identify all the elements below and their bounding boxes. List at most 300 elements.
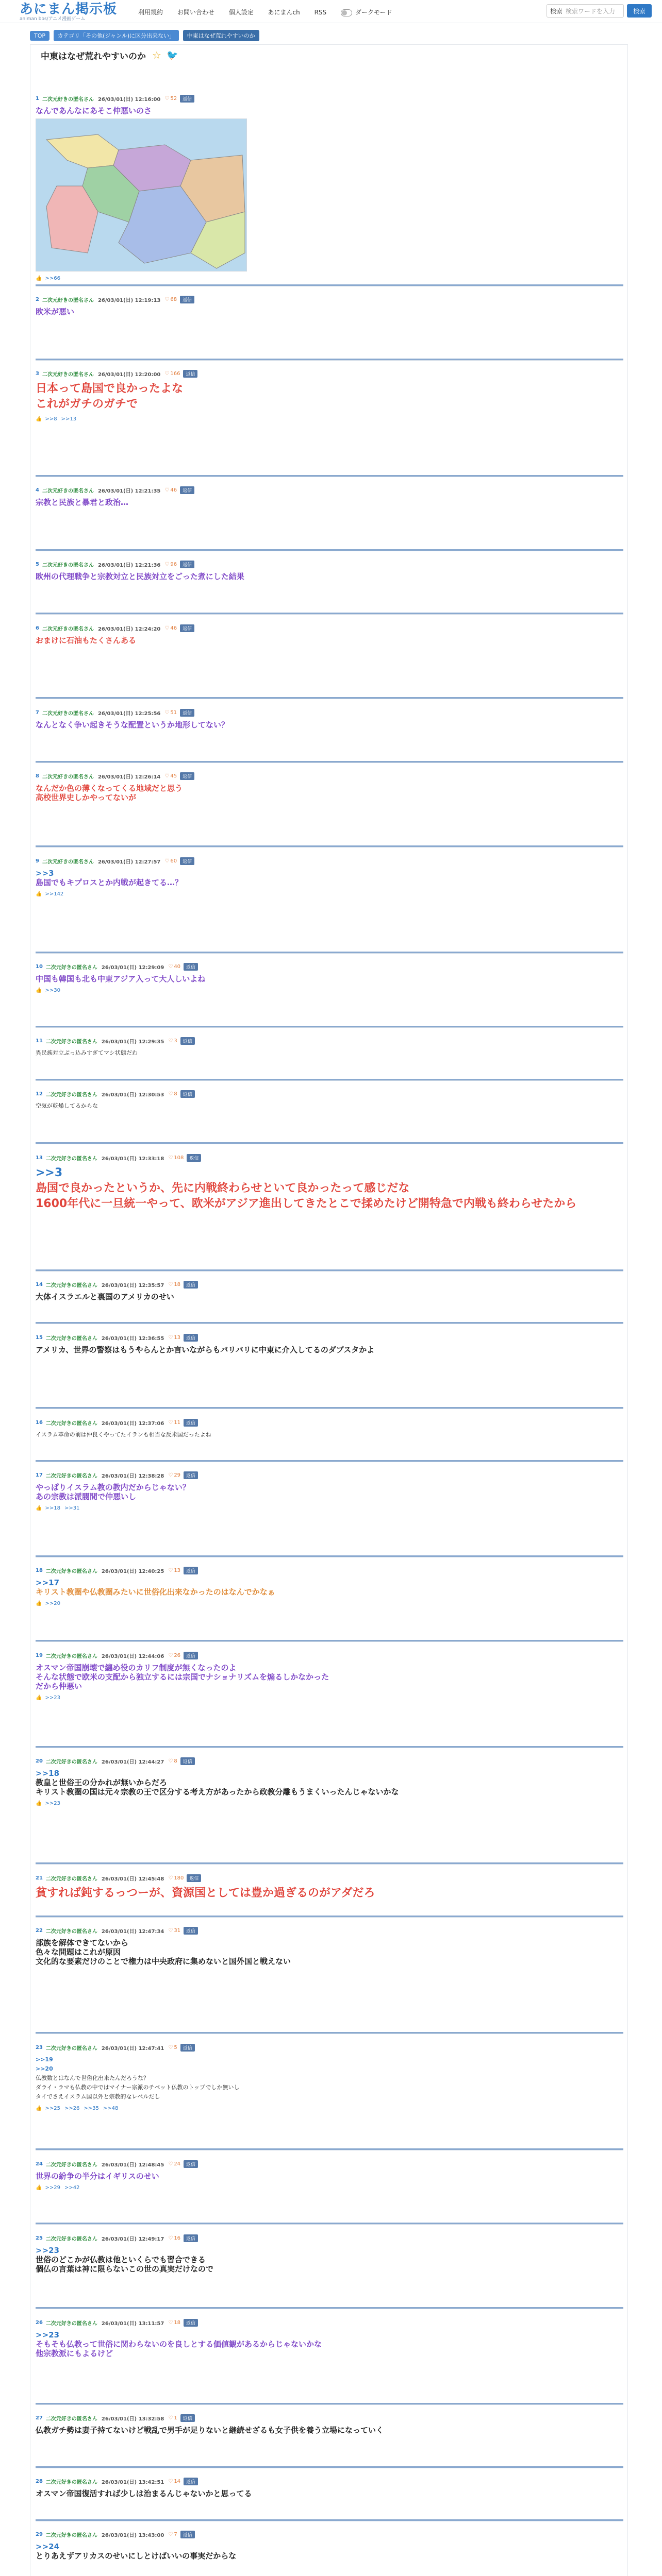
post-number[interactable]: 13	[36, 1155, 43, 1161]
nav-terms[interactable]: 利用規約	[138, 9, 163, 16]
quote-anchor[interactable]: >>20	[36, 2065, 53, 2072]
reply-button[interactable]: 返信	[184, 1281, 198, 1289]
post-header	[36, 2413, 623, 2422]
quote-anchor[interactable]: >>3	[36, 869, 54, 878]
post-date: 26/03/01(日) 12:47:41	[101, 2045, 164, 2052]
reply-links	[36, 416, 623, 422]
post-line: 異民族対立ぶっ込みすぎてマシ状態だわ	[36, 1049, 138, 1056]
post-header	[36, 1153, 623, 1162]
post	[36, 1651, 623, 1701]
like-count[interactable]: ♡ 51	[164, 710, 177, 716]
poster-name: 二次元好きの匿名さん	[45, 2416, 97, 2422]
post-line: アメリカ、世界の警察はもうやらんとか言いながらもバリバリに中東に介入してるのダブスタかよ	[36, 1345, 375, 1354]
post	[36, 2043, 623, 2111]
reply-button[interactable]: 返信	[180, 296, 194, 303]
post-header	[36, 1566, 623, 1575]
post-number[interactable]: 21	[36, 1875, 43, 1881]
post-divider	[36, 549, 623, 551]
reply-button[interactable]: 返信	[180, 95, 194, 103]
post-divider	[36, 1079, 623, 1081]
post-divider	[36, 613, 623, 615]
quote-anchor[interactable]: >>24	[36, 2542, 60, 2551]
nav-settings[interactable]: 個人設定	[228, 9, 254, 16]
reply-link[interactable]: >>142	[45, 891, 64, 897]
post-body	[36, 106, 623, 115]
post-divider	[36, 1555, 623, 1557]
reply-button[interactable]: 返信	[187, 1154, 201, 1162]
post-number[interactable]: 25	[36, 2235, 43, 2241]
post-line: 部族を解体できてないから	[36, 1938, 129, 1947]
post-number[interactable]: 14	[36, 1281, 43, 1287]
post-header	[36, 1651, 623, 1660]
twitter-share-icon[interactable]: 🐦	[166, 49, 178, 61]
post-body	[36, 1165, 623, 1212]
post-date: 26/03/01(日) 12:21:36	[97, 562, 161, 568]
post-body	[36, 1048, 623, 1058]
reply-button[interactable]: 返信	[180, 2414, 195, 2422]
breadcrumb-thread[interactable]: 中東はなぜ荒れやすいのか	[183, 30, 259, 41]
post-number[interactable]: 5	[36, 561, 39, 567]
post-line: あの宗教は派閥間で仲悪いし	[36, 1492, 137, 1501]
like-count[interactable]: ♡ 8	[168, 1758, 177, 1764]
post-line: キリスト教圏の国は元々宗教の王で区分する考え方があったから政教分離もうまくいったんじゃないかな	[36, 1787, 399, 1797]
post-line: 色々な問題はこれが原因	[36, 1947, 121, 1957]
like-count[interactable]: ♡ 31	[168, 1928, 180, 1934]
post-divider	[36, 359, 623, 361]
post-divider	[36, 1460, 623, 1462]
post	[36, 1926, 623, 1966]
post	[36, 1153, 623, 1212]
poster-name: 二次元好きの匿名さん	[42, 626, 94, 632]
post-date: 26/03/01(日) 12:26:14	[97, 774, 161, 780]
post-body	[36, 1663, 623, 1691]
post-line: やっぱりイスラム教の教内だからじゃない？	[36, 1483, 190, 1492]
post-line: 欧州の代理戦争と宗教対立と民族対立をごった煮にした結果	[36, 572, 244, 581]
reply-links	[36, 2106, 623, 2111]
post-number[interactable]: 19	[36, 1652, 43, 1658]
reply-button[interactable]: 返信	[180, 561, 194, 568]
post-line: ダライ・ラマも仏教の中ではマイナー宗派のチベット仏教のトップでしか無いし	[36, 2084, 240, 2091]
post-body	[36, 1483, 623, 1501]
poster-name: 二次元好きの匿名さん	[42, 96, 94, 103]
logo-text[interactable]: あにまん掲示板	[20, 2, 118, 17]
reply-button[interactable]: 返信	[180, 2044, 195, 2052]
post	[36, 1873, 623, 1901]
nav-rss[interactable]: RSS	[314, 9, 327, 16]
post-date: 26/03/01(日) 13:42:51	[101, 2479, 164, 2485]
reply-button[interactable]: 返信	[180, 857, 194, 865]
post-number[interactable]: 24	[36, 2161, 43, 2167]
post-number[interactable]: 3	[36, 370, 39, 377]
post	[36, 2159, 623, 2191]
post-header	[36, 1280, 623, 1289]
post-header	[36, 962, 623, 971]
post-number[interactable]: 28	[36, 2478, 43, 2484]
post-body	[36, 784, 623, 802]
reply-button[interactable]: 返信	[187, 1874, 201, 1882]
reply-button[interactable]: 返信	[180, 2531, 195, 2538]
post	[36, 295, 623, 316]
post-body	[36, 1938, 623, 1966]
thumbs-up-icon[interactable]: 👍	[36, 1801, 42, 1806]
reply-button[interactable]: 返信	[180, 1090, 195, 1098]
post-line: オスマン帝国復活すれば少しは治まるんじゃないかと思ってる	[36, 2489, 252, 2498]
post-number[interactable]: 1	[36, 95, 39, 101]
top-bar	[0, 0, 662, 23]
post-body	[36, 2172, 623, 2181]
map-svg	[36, 119, 246, 271]
quote-anchor[interactable]: >>17	[36, 1578, 60, 1587]
like-count[interactable]: ♡ 16	[168, 2235, 180, 2241]
poster-name: 二次元好きの匿名さん	[42, 488, 94, 494]
post-number[interactable]: 8	[36, 773, 39, 779]
top-nav	[138, 8, 405, 16]
like-count[interactable]: ♡ 60	[164, 858, 177, 864]
reply-button[interactable]: 返信	[180, 1037, 195, 1045]
post	[36, 2318, 623, 2358]
reply-button[interactable]: 返信	[183, 370, 197, 378]
post-date: 26/03/01(日) 12:20:00	[97, 371, 161, 378]
post-date: 26/03/01(日) 12:30:53	[101, 1092, 164, 1098]
poster-name: 二次元好きの匿名さん	[45, 2045, 97, 2052]
post-divider	[36, 761, 623, 763]
like-count[interactable]: ♡ 52	[164, 96, 177, 101]
post-date: 26/03/01(日) 13:43:00	[101, 2532, 164, 2538]
post-divider	[36, 2519, 623, 2521]
post-body	[36, 974, 623, 984]
reply-link[interactable]: >>18	[45, 1505, 60, 1511]
post-body	[36, 307, 623, 316]
post	[36, 771, 623, 802]
reply-links	[36, 1601, 623, 1606]
like-count[interactable]: ♡ 96	[164, 562, 177, 567]
post-date: 26/03/01(日) 12:36:55	[101, 1335, 164, 1342]
thumbs-up-icon[interactable]: 👍	[36, 416, 42, 422]
reply-button[interactable]: 返信	[184, 1419, 198, 1427]
like-count[interactable]: ♡ 18	[168, 1282, 180, 1287]
favorite-star-icon[interactable]: ☆	[152, 49, 161, 61]
post-date: 26/03/01(日) 13:32:58	[101, 2416, 164, 2422]
post-body	[36, 572, 623, 581]
page-title: 中東はなぜ荒れやすいのか	[41, 51, 146, 62]
post-number[interactable]: 27	[36, 2415, 43, 2421]
thumbs-up-icon[interactable]: 👍	[36, 1505, 42, 1511]
poster-name: 二次元好きの匿名さん	[45, 2320, 97, 2327]
search-input[interactable]	[547, 4, 624, 18]
reply-link[interactable]: >>35	[84, 2106, 99, 2111]
quote-anchor[interactable]: >>19	[36, 2056, 53, 2063]
post-number[interactable]: 9	[36, 858, 39, 864]
thread-title-row	[30, 45, 627, 65]
post	[36, 1333, 623, 1354]
thumbs-up-icon[interactable]: 👍	[36, 1601, 42, 1606]
reply-links	[36, 2185, 623, 2191]
reply-button[interactable]: 返信	[184, 1334, 198, 1342]
reply-button[interactable]: 返信	[180, 486, 194, 494]
post-number[interactable]: 10	[36, 963, 43, 970]
breadcrumb-category[interactable]: カテゴリ「その他(ジャンル)に区分出来ない」	[54, 30, 179, 41]
post	[36, 708, 623, 730]
thumbs-up-icon[interactable]: 👍	[36, 988, 42, 993]
quote-anchor[interactable]: >>18	[36, 1769, 60, 1778]
post	[36, 1756, 623, 1806]
reply-button[interactable]: 返信	[180, 709, 194, 717]
reply-button[interactable]: 返信	[184, 2234, 198, 2242]
post-date: 26/03/01(日) 12:21:35	[97, 488, 161, 494]
post-line: 高校世界史しかやってないが	[36, 793, 137, 802]
post-divider	[36, 2223, 623, 2225]
post-line: 日本って島国で良かったよな	[36, 382, 184, 395]
reply-button[interactable]: 返信	[184, 2478, 198, 2485]
reply-link[interactable]: >>23	[45, 1801, 60, 1806]
reply-link[interactable]: >>30	[45, 988, 60, 993]
post-divider	[36, 1142, 623, 1144]
post-line: おまけに石油もたくさんある	[36, 636, 137, 645]
post-date: 26/03/01(日) 12:37:06	[101, 1420, 164, 1427]
post-line: 宗教と民族と暴君と政治…	[36, 498, 129, 507]
post-date: 26/03/01(日) 12:49:17	[101, 2236, 164, 2242]
post-number[interactable]: 26	[36, 2319, 43, 2326]
nav-animanch[interactable]: あにまんch	[268, 9, 300, 16]
post-date: 26/03/01(日) 12:27:57	[97, 859, 161, 865]
post-header	[36, 1333, 623, 1342]
reply-button[interactable]: 返信	[180, 1757, 195, 1765]
post-header	[36, 623, 623, 633]
post-date: 26/03/01(日) 12:40:25	[101, 1568, 164, 1574]
like-count[interactable]: ♡ 68	[164, 297, 177, 302]
post-line: これがガチのガチで	[36, 398, 138, 411]
post-number[interactable]: 12	[36, 1091, 43, 1097]
post	[36, 856, 623, 897]
poster-name: 二次元好きの匿名さん	[42, 710, 94, 717]
post-divider	[36, 1026, 623, 1028]
post-number[interactable]: 6	[36, 625, 39, 631]
like-count[interactable]: ♡ 13	[168, 1568, 180, 1573]
post-body	[36, 869, 623, 887]
reply-button[interactable]: 返信	[184, 1927, 198, 1935]
post	[36, 1566, 623, 1606]
post-body	[36, 1292, 623, 1301]
post-line: 世界の紛争の半分はイギリスのせい	[36, 2172, 159, 2181]
post-divider	[36, 1640, 623, 1642]
post-header	[36, 295, 623, 304]
like-count[interactable]: ♡ 166	[164, 371, 180, 377]
dark-mode-label: ダークモード	[355, 9, 392, 16]
reply-button[interactable]: 返信	[184, 2319, 198, 2327]
post-line: なんであんなにあそこ仲悪いのさ	[36, 106, 152, 115]
post-body	[36, 1345, 623, 1354]
post-line: 個仏の言葉は神に限らないこの世の真実だけなので	[36, 2264, 214, 2274]
quote-anchor[interactable]: >>23	[36, 2246, 60, 2255]
search-button[interactable]: 検索	[627, 4, 652, 18]
reply-link[interactable]: >>66	[45, 276, 60, 281]
post-line: 貧すれば鈍するっつーが、資源国としては豊か過ぎるのがアダだろ	[36, 1887, 375, 1900]
post-body	[36, 720, 623, 730]
like-count[interactable]: ♡ 14	[168, 2479, 180, 2484]
reply-button[interactable]: 返信	[180, 772, 194, 780]
post-header	[36, 1873, 623, 1883]
like-count[interactable]: ♡ 3	[168, 1038, 177, 1044]
post	[36, 560, 623, 581]
like-count[interactable]: ♡ 26	[168, 1653, 180, 1658]
like-count[interactable]: ♡ 7	[168, 2532, 177, 2537]
like-count[interactable]: ♡ 1	[168, 2415, 177, 2421]
post-line: 大体イスラエルと裏国のアメリカのせい	[36, 1292, 174, 1301]
post-header	[36, 1418, 623, 1427]
site-logo[interactable]	[20, 2, 117, 22]
post-header	[36, 2530, 623, 2539]
post-header	[36, 856, 623, 866]
post-date: 26/03/01(日) 12:29:35	[101, 1039, 164, 1045]
logo-subtitle: animan bbs/アニメ漫画ゲーム	[20, 16, 86, 22]
post-date: 26/03/01(日) 12:16:00	[97, 96, 161, 103]
toggle-switch-icon[interactable]	[341, 9, 352, 16]
post-line: 1600年代に一旦統一やって、欧米がアジア進出してきたとこで揉めたけど開特急で内戦も終わらせたから	[36, 1197, 577, 1210]
post-number[interactable]: 20	[36, 1758, 43, 1764]
thumbs-up-icon[interactable]: 👍	[36, 276, 42, 281]
reply-links	[36, 988, 623, 993]
post-number[interactable]: 17	[36, 1472, 43, 1478]
post	[36, 623, 623, 645]
poster-name: 二次元好きの匿名さん	[45, 1156, 97, 1162]
post-body	[36, 498, 623, 507]
thumbs-up-icon[interactable]: 👍	[36, 891, 42, 897]
reply-button[interactable]: 返信	[184, 1652, 198, 1659]
post	[36, 369, 623, 422]
post-number[interactable]: 7	[36, 709, 39, 716]
like-count[interactable]: ♡ 29	[168, 1472, 180, 1478]
reply-link[interactable]: >>29	[45, 2185, 60, 2191]
post-divider	[36, 697, 623, 699]
search-scope[interactable]: 検索	[550, 7, 563, 15]
reply-links	[36, 1695, 623, 1701]
reply-button[interactable]: 返信	[180, 624, 194, 632]
like-count[interactable]: ♡ 13	[168, 1335, 180, 1341]
post-line: 空気が乾燥してるからな	[36, 1103, 98, 1109]
post-number[interactable]: 18	[36, 1567, 43, 1573]
post-number[interactable]: 4	[36, 487, 39, 493]
reply-links	[36, 891, 623, 897]
post-divider	[36, 1916, 623, 1918]
post-header	[36, 2043, 623, 2052]
nav-contact[interactable]: お問い合わせ	[177, 9, 214, 16]
quote-anchor[interactable]: >>3	[36, 1166, 63, 1179]
quote-anchor[interactable]: >>23	[36, 2330, 60, 2340]
poster-name: 二次元好きの匿名さん	[45, 1092, 97, 1098]
thumbs-up-icon[interactable]: 👍	[36, 1695, 42, 1701]
like-count[interactable]: ♡ 108	[168, 1155, 184, 1161]
post	[36, 485, 623, 507]
search-placeholder: 検索ワードを入力	[566, 7, 616, 15]
post-line: 島国で良かったというか、先に内戦終わらせといて良かったって感じだな	[36, 1182, 410, 1195]
post-line: なんだか色の薄くなってくる地域だと思う	[36, 784, 183, 793]
reply-link[interactable]: >>26	[64, 2106, 80, 2111]
like-count[interactable]: ♡ 8	[168, 1091, 177, 1097]
post	[36, 962, 623, 993]
post-line: そんな状態で欧米の支配から独立するには宗国でナショナリズムを煽るしかなかった	[36, 1672, 329, 1682]
post-date: 26/03/01(日) 12:35:57	[101, 1282, 164, 1289]
post-date: 26/03/01(日) 12:19:13	[97, 297, 161, 303]
post-line: そもそも仏教って世俗に関わらないのを良しとする価値観があるからじゃないかな	[36, 2340, 322, 2349]
poster-name: 二次元好きの匿名さん	[45, 1335, 97, 1342]
like-count[interactable]: ♡ 24	[168, 2161, 180, 2167]
reply-link[interactable]: >>42	[64, 2185, 80, 2191]
poster-name: 二次元好きの匿名さん	[45, 2236, 97, 2242]
post-number[interactable]: 15	[36, 1334, 43, 1341]
reply-button[interactable]: 返信	[184, 1567, 198, 1574]
like-count[interactable]: ♡ 46	[164, 625, 177, 631]
poster-name: 二次元好きの匿名さん	[45, 2162, 97, 2168]
like-count[interactable]: ♡ 18	[168, 2320, 180, 2326]
reply-link[interactable]: >>48	[103, 2106, 119, 2111]
post-header	[36, 560, 623, 569]
reply-button[interactable]: 返信	[184, 1471, 198, 1479]
post-number[interactable]: 22	[36, 1927, 43, 1934]
like-count[interactable]: ♡ 11	[168, 1420, 180, 1426]
post-line: タイでさえイスラム国以外と宗教的なレベルだし	[36, 2093, 160, 2100]
post-header	[36, 1089, 623, 1098]
post-date: 26/03/01(日) 12:24:20	[97, 626, 161, 632]
post-line: 他宗教派にもよるけど	[36, 2349, 113, 2358]
post-number[interactable]: 29	[36, 2531, 43, 2537]
post-number[interactable]: 11	[36, 1038, 43, 1044]
poster-name: 二次元好きの匿名さん	[45, 1759, 97, 1765]
post	[36, 2233, 623, 2274]
dark-mode-toggle[interactable]	[341, 9, 392, 16]
like-count[interactable]: ♡ 5	[168, 2045, 177, 2050]
like-count[interactable]: ♡ 180	[168, 1875, 184, 1881]
reply-button[interactable]: 返信	[184, 2160, 198, 2168]
reply-links	[36, 276, 623, 281]
breadcrumb-top[interactable]: TOP	[30, 31, 49, 41]
like-count[interactable]: ♡ 46	[164, 487, 177, 493]
post-divider	[36, 2148, 623, 2150]
post-body	[36, 1430, 623, 1439]
post-body	[36, 636, 623, 645]
post-date: 26/03/01(日) 12:38:28	[101, 1473, 164, 1479]
post	[36, 94, 623, 281]
middle-east-map-image[interactable]	[36, 118, 247, 272]
reply-link[interactable]: >>23	[45, 1695, 60, 1701]
thumbs-up-icon[interactable]: 👍	[36, 2185, 42, 2191]
thumbs-up-icon[interactable]: 👍	[36, 2106, 42, 2111]
post-number[interactable]: 16	[36, 1419, 43, 1426]
post-line: イスラム革命の前は仲良くやってたイランも相当な反米国だったよね	[36, 1431, 211, 1438]
reply-link[interactable]: >>20	[45, 1601, 60, 1606]
post-body	[36, 2489, 623, 2498]
reply-links	[36, 1505, 623, 1511]
reply-button[interactable]: 返信	[184, 963, 198, 971]
post-date: 26/03/01(日) 12:44:06	[101, 1653, 164, 1659]
reply-link[interactable]: >>8	[45, 416, 57, 422]
poster-name: 二次元好きの匿名さん	[45, 2532, 97, 2538]
post-header	[36, 369, 623, 378]
poster-name: 二次元好きの匿名さん	[42, 297, 94, 303]
like-count[interactable]: ♡ 45	[164, 773, 177, 779]
post-body	[36, 2542, 623, 2561]
post-line: 教皇と世俗王の分かれが無いからだろ	[36, 1778, 168, 1787]
reply-link[interactable]: >>13	[61, 416, 77, 422]
post-line: 文化的な要素だけのことで権力は中央政府に集めないと国外国と戦えない	[36, 1957, 291, 1966]
post-number[interactable]: 2	[36, 296, 39, 302]
reply-link[interactable]: >>25	[45, 2106, 60, 2111]
like-count[interactable]: ♡ 40	[168, 964, 180, 970]
post-date: 26/03/01(日) 12:29:09	[101, 964, 164, 971]
post-divider	[36, 1746, 623, 1748]
post-number[interactable]: 23	[36, 2044, 43, 2050]
post-line: 中国も韓国も北も中東アジア入って大人しいよね	[36, 974, 206, 984]
reply-link[interactable]: >>31	[64, 1505, 80, 1511]
